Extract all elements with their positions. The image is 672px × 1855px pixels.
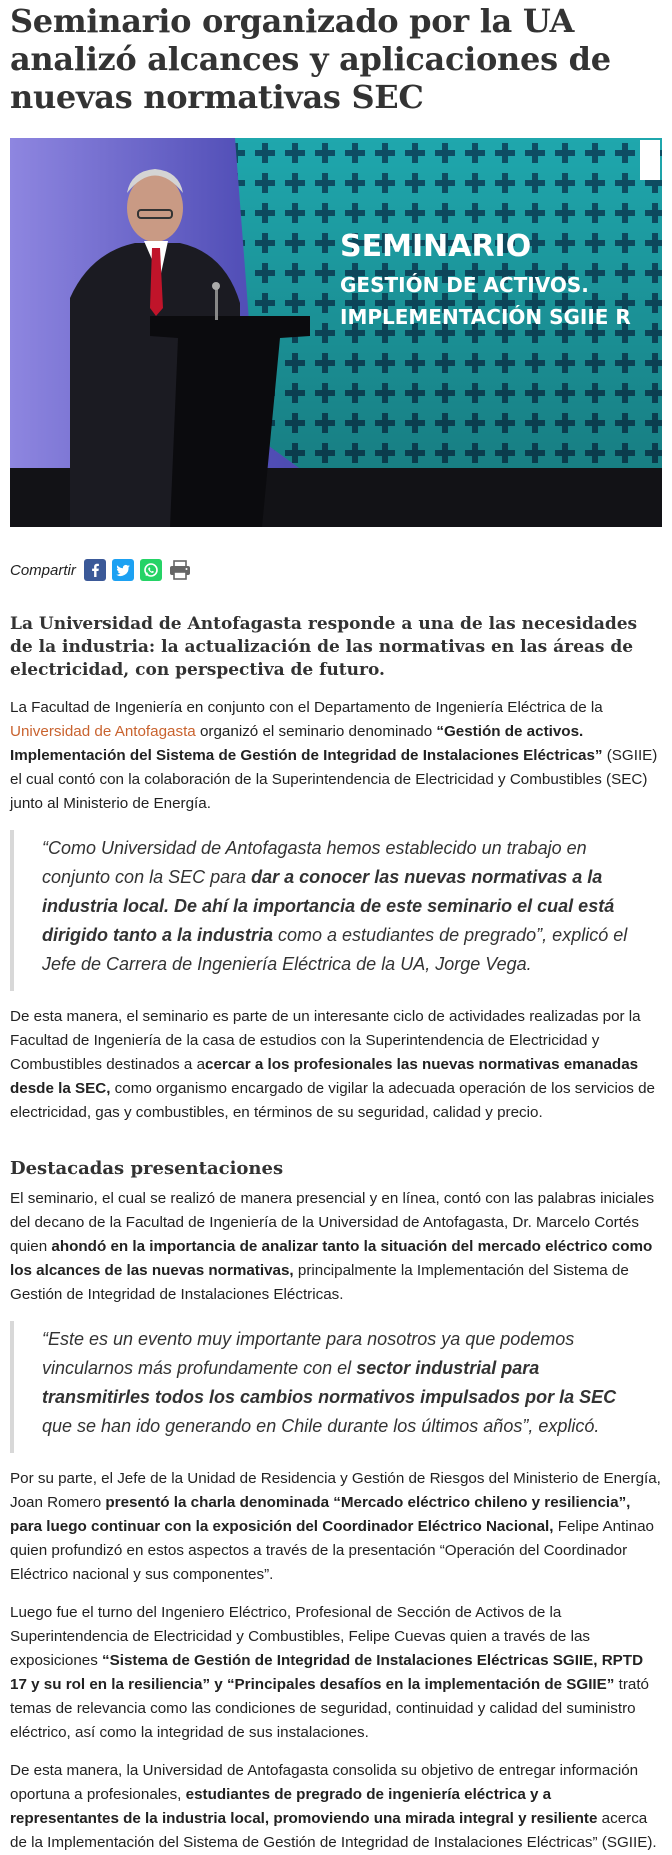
screen-line-1: SEMINARIO [340,229,532,264]
paragraph-2 [10,1005,662,1125]
quote-2-bold: sector industrial para transmitirles todos los cambios normativos impulsados por la SEC [42,1358,617,1407]
paragraph-1-text-b: organizó el seminario denominado [195,723,437,740]
paragraph-3-text-a: El seminario, el cual se realizó de manera presencial y en línea, contó con las palabras iniciales del decano de la Facultad de Ingeniería de la Universidad de Antofagasta, Dr. Marcelo Cortés quien [10,1190,655,1255]
share-bar [10,557,662,583]
paragraph-4-bold: presentó la charla denominada “Mercado eléctrico chileno y resiliencia”, para luego continuar con la exposición del Coordinador Eléctrico Nacional, [10,1494,631,1535]
share-label: Compartir [10,561,76,579]
paragraph-5-bold: “Sistema de Gestión de Integridad de Instalaciones Eléctricas SGIIE, RPTD 17 y su rol en la resiliencia” y “Principales desafíos en la implementación de SGIIE” [10,1652,644,1693]
quote-1-text-a: “Como Universidad de Antofagasta hemos establecido un trabajo en conjunto con la SEC para [42,838,587,887]
quote-2-text-b: que se han ido generando en Chile durante los últimos años”, explicó. [42,1416,600,1436]
paragraph-1-text-c: (SGIIE) el cual contó con la colaboración de la Superintendencia de Electricidad y Combustibles (SEC) junto al Ministerio de Energía. [10,747,658,812]
article-title: Seminario organizado por la UA analizó alcances y aplicaciones de nuevas normativas SEC [10,2,611,116]
paragraph-5-text-a: Luego fue el turno del Ingeniero Eléctrico, Profesional de Sección de Activos de la Superintendencia de Electricidad y Combustibles, Felipe Cuevas quien a través de las exposiciones [10,1604,590,1669]
quote-1-bold: dar a conocer las nuevas normativas a la industria local. De ahí la importancia de este seminario el cual está dirigido tanto a la industria [42,867,615,945]
facebook-icon[interactable] [84,559,106,581]
section-subhead: Destacadas presentaciones [10,1158,284,1179]
paragraph-2-bold: cercar a los profesionales las nuevas normativas emanadas desde la SEC, [10,1056,639,1097]
print-icon[interactable] [168,559,190,581]
quote-2-text-a: “Este es un evento muy importante para nosotros ya que podemos vincularnos más profundamente con el [42,1329,575,1378]
article-lead: La Universidad de Antofagasta responde a una de las necesidades de la industria: la actualización de las normativas en las áreas de electricidad, con perspectiva de futuro. [10,614,638,680]
quote-1 [10,830,662,991]
hero-photo-illustration [10,138,662,527]
paragraph-3-text-b: principalmente la Implementación del Sistema de Gestión de Integridad de Instalaciones Eléctricas. [10,1262,629,1303]
paragraph-4-text-a: Por su parte, el Jefe de la Unidad de Residencia y Gestión de Riesgos del Ministerio de Energía, Joan Romero [10,1470,661,1511]
university-link[interactable]: Universidad de Antofagasta [10,723,196,740]
quote-2 [10,1321,662,1453]
whatsapp-icon[interactable] [140,559,162,581]
paragraph-3-bold: ahondó en la importancia de analizar tanto la situación del mercado eléctrico como los alcances de las nuevas normativas, [10,1238,653,1279]
paragraph-2-text-b: como organismo encargado de vigilar la adecuada operación de los servicios de electricidad, gas y combustibles, en términos de su seguridad, calidad y precio. [10,1080,655,1121]
paragraph-2-text-a: De esta manera, el seminario es parte de un interesante ciclo de actividades realizadas por la Facultad de Ingeniería de la casa de estudios con la Superintendencia de Electricidad y Combustibles destinados a a [10,1008,641,1073]
paragraph-4 [10,1467,662,1587]
screen-line-3: IMPLEMENTACIÓN SGIIE R [340,305,631,329]
paragraph-5-text-b: trató temas de relevancia como las condiciones de seguridad, continuidad y calidad del suministro eléctrico, así como la integridad de sus instalaciones. [10,1676,649,1741]
hero-photo[interactable] [10,138,662,527]
paragraph-5 [10,1601,662,1745]
screen-line-2: GESTIÓN DE ACTIVOS. [340,273,589,297]
paragraph-3 [10,1187,662,1307]
paragraph-6-text-b: acerca de la Implementación del Sistema de Gestión de Integridad de Instalaciones Eléctricas” (SGIIE). [10,1810,657,1851]
paragraph-6-bold: estudiantes de pregrado de ingeniería eléctrica y a representantes de la industria local, promoviendo una mirada integral y resiliente [10,1786,598,1827]
paragraph-6-text-a: De esta manera, la Universidad de Antofagasta consolida su objetivo de entregar información oportuna a profesionales, [10,1762,639,1803]
paragraph-6 [10,1759,662,1855]
quote-1-text-b: como a estudiantes de pregrado”, explicó el Jefe de Carrera de Ingeniería Eléctrica de la UA, Jorge Vega. [42,925,628,974]
paragraph-1-bold: “Gestión de activos. Implementación del Sistema de Gestión de Integridad de Instalaciones Eléctricas” [10,723,603,764]
twitter-icon[interactable] [112,559,134,581]
paragraph-1 [10,696,662,816]
paragraph-4-text-b: Felipe Antinao quien profundizó en estos aspectos a través de la presentación “Operación del Coordinador Eléctrico nacional y sus componentes”. [10,1518,654,1583]
paragraph-1-text-a: La Facultad de Ingeniería en conjunto con el Departamento de Ingeniería Eléctrica de la [10,699,603,716]
